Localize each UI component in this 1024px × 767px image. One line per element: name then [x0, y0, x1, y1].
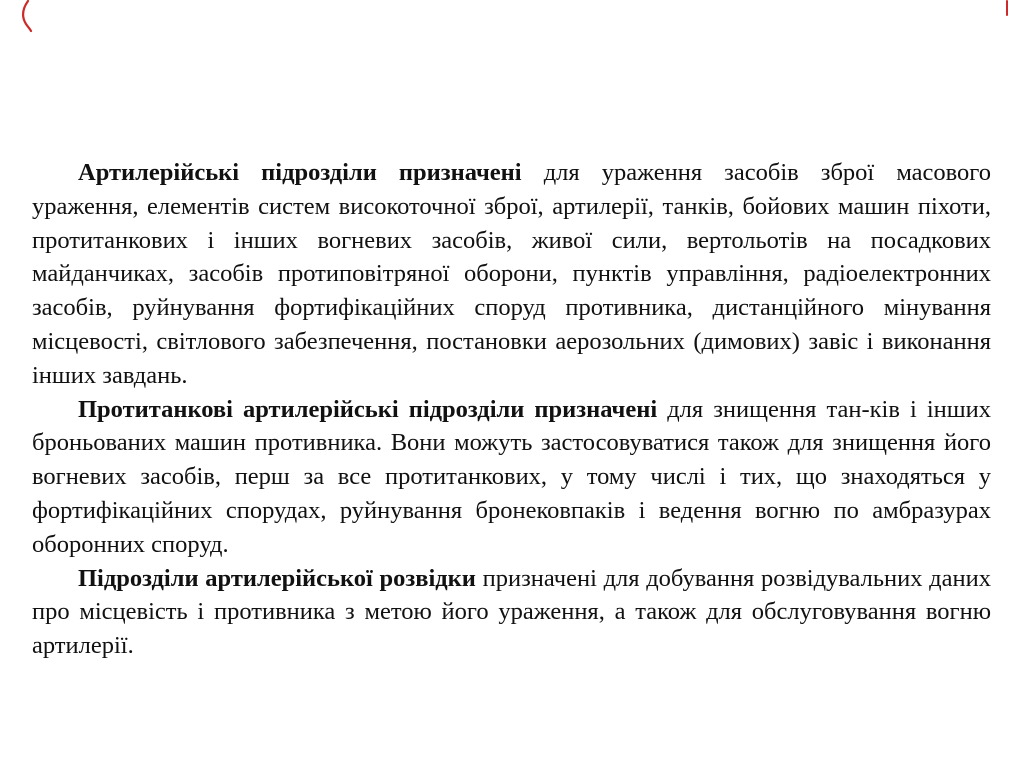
red-margin-mark-right — [1002, 0, 1012, 18]
paragraph-lead-bold: Протитанкові артилерійські підрозділи призначені — [78, 395, 658, 423]
paragraph-lead-bold: Підрозділи артилерійської розвідки — [78, 564, 476, 592]
paragraph-body: призначені для добування розвідувальних даних про місцевість і противника з метою його ураження, а також для обслуговування вогню артилерії. — [32, 564, 991, 660]
paragraph-lead-bold: Артилерійські підрозділи призначені — [78, 159, 522, 186]
body-text — [32, 156, 991, 663]
paragraph-reconnaissance-units — [32, 562, 991, 663]
paragraph-artillery-units — [32, 156, 991, 393]
red-margin-mark-left — [14, 0, 38, 34]
paragraph-body: для ураження засобів зброї масового ураження, елементів систем високоточної зброї, артилерії, танків, бойових машин піхоти, протитанкових і інших вогневих засобів, живої сили, вертольотів на посадкових майданчиках, засобів протиповітряної оборони, пунктів управління, радіоелектронних засобів, руйнування фортифікаційних споруд противника, дистанційного мінування місцевості, світлового забезпечення, постановки аерозольних (димових) завіс і виконання інших завдань. — [32, 159, 991, 389]
paragraph-antitank-units — [32, 393, 991, 562]
paragraph-body: для знищення тан-ків і інших броньованих машин противника. Вони можуть застосовуватися також для знищення його вогневих засобів, перш за все протитанкових, у тому числі і тих, що знаходяться у фортифікаційних спорудах, руйнування бронековпаків і ведення вогню по амбразурах оборонних споруд. — [32, 395, 991, 558]
